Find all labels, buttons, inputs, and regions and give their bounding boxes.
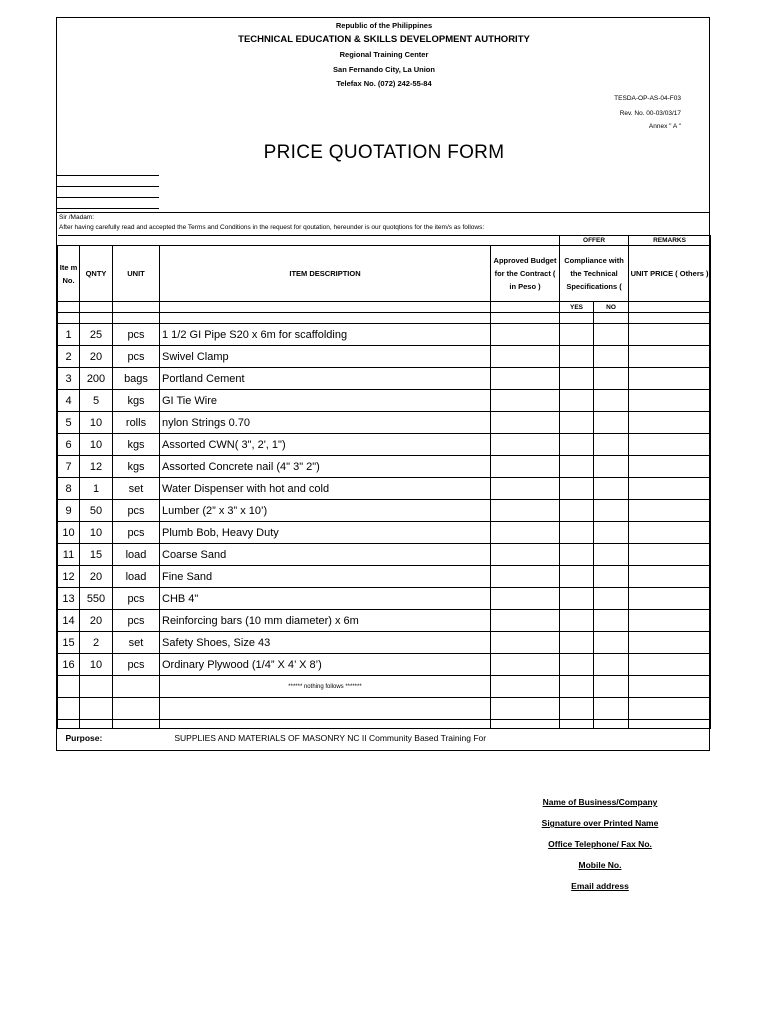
item-row <box>58 478 711 500</box>
offer-header: OFFER <box>560 236 629 246</box>
yes-cell[interactable] <box>560 588 594 610</box>
budget-cell[interactable] <box>491 610 560 632</box>
item-unit: set <box>113 478 160 500</box>
item-description: Ordinary Plywood (1/4” X 4’ X 8’) <box>160 654 491 676</box>
item-row <box>58 368 711 390</box>
yes-cell[interactable] <box>560 434 594 456</box>
address-line-4 <box>57 208 159 209</box>
item-description: nylon Strings 0.70 <box>160 412 491 434</box>
item-unit: rolls <box>113 412 160 434</box>
qnty-header: QNTY <box>80 246 113 302</box>
no-cell[interactable] <box>594 346 629 368</box>
item-row <box>58 632 711 654</box>
revision-number: Rev. No. 00-03/03/17 <box>619 110 681 117</box>
item-description: Safety Shoes, Size 43 <box>160 632 491 654</box>
remarks-header: REMARKS <box>629 236 711 246</box>
item-number: 5 <box>58 412 80 434</box>
item-unit: kgs <box>113 390 160 412</box>
item-row <box>58 566 711 588</box>
item-number: 12 <box>58 566 80 588</box>
item-quantity: 10 <box>80 654 113 676</box>
yes-cell[interactable] <box>560 500 594 522</box>
no-cell[interactable] <box>594 434 629 456</box>
item-unit: load <box>113 566 160 588</box>
item-unit: kgs <box>113 456 160 478</box>
address-line-3 <box>57 197 159 198</box>
unit-price-header: UNIT PRICE ( Others ) <box>629 246 711 302</box>
address-line-2 <box>57 186 159 187</box>
item-row <box>58 412 711 434</box>
item-description: CHB 4" <box>160 588 491 610</box>
item-number: 8 <box>58 478 80 500</box>
unit-price-cell[interactable] <box>629 478 711 500</box>
no-cell[interactable] <box>594 522 629 544</box>
unit-header: UNIT <box>113 246 160 302</box>
unit-price-cell[interactable] <box>629 610 711 632</box>
item-quantity: 50 <box>80 500 113 522</box>
item-unit: kgs <box>113 434 160 456</box>
item-quantity: 12 <box>80 456 113 478</box>
item-number: 14 <box>58 610 80 632</box>
item-unit: load <box>113 544 160 566</box>
item-number: 10 <box>58 522 80 544</box>
unit-price-cell[interactable] <box>629 544 711 566</box>
yes-cell[interactable] <box>560 478 594 500</box>
yes-cell[interactable] <box>560 456 594 478</box>
budget-header: Approved Budget for the Contract ( in Peso ) <box>491 246 560 302</box>
item-row <box>58 588 711 610</box>
item-quantity: 15 <box>80 544 113 566</box>
purpose-label: Purpose: <box>65 733 103 743</box>
item-quantity: 25 <box>80 324 113 346</box>
quotation-table <box>57 235 711 747</box>
item-row <box>58 324 711 346</box>
item-number: 2 <box>58 346 80 368</box>
yes-cell[interactable] <box>560 412 594 434</box>
yes-cell[interactable] <box>560 390 594 412</box>
business-name-field: Name of Business/Company <box>542 797 658 807</box>
item-description: Assorted CWN( 3", 2', 1") <box>160 434 491 456</box>
no-cell[interactable] <box>594 368 629 390</box>
yes-cell[interactable] <box>560 632 594 654</box>
item-quantity: 2 <box>80 632 113 654</box>
no-cell[interactable] <box>594 610 629 632</box>
item-quantity: 5 <box>80 390 113 412</box>
item-unit: pcs <box>113 346 160 368</box>
item-quantity: 10 <box>80 434 113 456</box>
yes-cell[interactable] <box>560 654 594 676</box>
purpose-row <box>58 729 711 748</box>
signature-field: Signature over Printed Name <box>541 818 659 828</box>
unit-price-cell[interactable] <box>629 654 711 676</box>
unit-price-cell[interactable] <box>629 632 711 654</box>
annex-label: Annex " A " <box>648 123 681 130</box>
item-description: Coarse Sand <box>160 544 491 566</box>
item-number: 13 <box>58 588 80 610</box>
no-cell[interactable] <box>594 500 629 522</box>
item-description: Plumb Bob, Heavy Duty <box>160 522 491 544</box>
item-description: Fine Sand <box>160 566 491 588</box>
header-telefax: Telefax No. (072) 242-55-84 <box>336 79 432 88</box>
unit-price-cell[interactable] <box>629 566 711 588</box>
item-row <box>58 522 711 544</box>
no-cell[interactable] <box>594 412 629 434</box>
no-cell[interactable] <box>594 632 629 654</box>
no-cell[interactable] <box>594 654 629 676</box>
item-number: 4 <box>58 390 80 412</box>
item-number: 11 <box>58 544 80 566</box>
item-quantity: 1 <box>80 478 113 500</box>
unit-price-cell[interactable] <box>629 412 711 434</box>
item-number: 16 <box>58 654 80 676</box>
yes-cell[interactable] <box>560 346 594 368</box>
budget-cell[interactable] <box>491 390 560 412</box>
item-unit: pcs <box>113 654 160 676</box>
yes-cell[interactable] <box>560 368 594 390</box>
item-unit: pcs <box>113 610 160 632</box>
item-unit: pcs <box>113 522 160 544</box>
item-number: 7 <box>58 456 80 478</box>
budget-cell[interactable] <box>491 346 560 368</box>
budget-cell[interactable] <box>491 522 560 544</box>
compliance-header: Compliance with the Technical Specifications ( <box>560 246 629 302</box>
item-unit: pcs <box>113 588 160 610</box>
item-quantity: 10 <box>80 412 113 434</box>
form-code: TESDA-OP-AS-04-F03 <box>614 95 681 102</box>
header-republic: Republic of the Philippines <box>335 21 433 30</box>
yes-cell[interactable] <box>560 522 594 544</box>
budget-cell[interactable] <box>491 412 560 434</box>
item-quantity: 550 <box>80 588 113 610</box>
unit-price-cell[interactable] <box>629 368 711 390</box>
yes-cell[interactable] <box>560 566 594 588</box>
item-number: 3 <box>58 368 80 390</box>
budget-cell[interactable] <box>491 654 560 676</box>
item-number: 6 <box>58 434 80 456</box>
budget-cell[interactable] <box>491 434 560 456</box>
yes-cell[interactable] <box>560 610 594 632</box>
item-quantity: 20 <box>80 346 113 368</box>
item-unit: pcs <box>113 324 160 346</box>
item-quantity: 20 <box>80 566 113 588</box>
item-description: Lumber (2” x 3” x 10’) <box>160 500 491 522</box>
budget-cell[interactable] <box>491 478 560 500</box>
item-description: 1 1/2 GI Pipe S20 x 6m for scaffolding <box>160 324 491 346</box>
item-description: Reinforcing bars (10 mm diameter) x 6m <box>160 610 491 632</box>
item-row <box>58 544 711 566</box>
no-cell[interactable] <box>594 544 629 566</box>
salutation: Sir /Madam: <box>59 214 95 221</box>
yes-cell[interactable] <box>560 324 594 346</box>
unit-price-cell[interactable] <box>629 588 711 610</box>
item-number: 9 <box>58 500 80 522</box>
purpose-text: SUPPLIES AND MATERIALS OF MASONRY NC II Community Based Training For <box>174 733 487 743</box>
item-description: Swivel Clamp <box>160 346 491 368</box>
unit-price-cell[interactable] <box>629 500 711 522</box>
item-no-header: Ite m No. <box>58 246 80 302</box>
unit-price-cell[interactable] <box>629 522 711 544</box>
budget-cell[interactable] <box>491 456 560 478</box>
office-telephone-field: Office Telephone/ Fax No. <box>548 839 652 849</box>
unit-price-cell[interactable] <box>629 434 711 456</box>
email-field: Email address <box>571 881 629 891</box>
quotation-form <box>56 17 710 751</box>
unit-price-cell[interactable] <box>629 346 711 368</box>
description-header: ITEM DESCRIPTION <box>160 246 491 302</box>
mobile-field: Mobile No. <box>578 860 622 870</box>
item-unit: set <box>113 632 160 654</box>
no-cell[interactable] <box>594 478 629 500</box>
item-row <box>58 654 711 676</box>
budget-cell[interactable] <box>491 566 560 588</box>
budget-cell[interactable] <box>491 324 560 346</box>
item-unit: pcs <box>113 500 160 522</box>
no-cell[interactable] <box>594 390 629 412</box>
item-description: Water Dispenser with hot and cold <box>160 478 491 500</box>
yes-header: YES <box>560 302 594 313</box>
item-row <box>58 346 711 368</box>
no-header: NO <box>594 302 629 313</box>
item-row <box>58 610 711 632</box>
item-row <box>58 434 711 456</box>
page-title: PRICE QUOTATION FORM <box>263 142 505 163</box>
intro-statement: After having carefully read and accepted the Terms and Conditions in the request for qoutation, hereunder is our quotqtions for the item/s as follows: <box>59 224 485 231</box>
no-cell[interactable] <box>594 324 629 346</box>
address-line-1 <box>57 175 159 176</box>
budget-cell[interactable] <box>491 368 560 390</box>
unit-price-cell[interactable] <box>629 390 711 412</box>
header-center: Regional Training Center <box>339 50 429 59</box>
item-description: GI Tie Wire <box>160 390 491 412</box>
yes-cell[interactable] <box>560 544 594 566</box>
unit-price-cell[interactable] <box>629 456 711 478</box>
item-row <box>58 390 711 412</box>
item-row <box>58 456 711 478</box>
nothing-follows: ****** nothing follows ******* <box>160 676 491 698</box>
header-address: San Fernando City, La Union <box>333 65 435 74</box>
item-quantity: 10 <box>80 522 113 544</box>
divider <box>57 212 709 213</box>
item-unit: bags <box>113 368 160 390</box>
unit-price-cell[interactable] <box>629 324 711 346</box>
no-cell[interactable] <box>594 456 629 478</box>
header-agency: TECHNICAL EDUCATION & SKILLS DEVELOPMENT AUTHORITY <box>238 34 530 45</box>
item-description: Portland Cement <box>160 368 491 390</box>
no-cell[interactable] <box>594 588 629 610</box>
no-cell[interactable] <box>594 566 629 588</box>
item-quantity: 200 <box>80 368 113 390</box>
budget-cell[interactable] <box>491 500 560 522</box>
item-number: 1 <box>58 324 80 346</box>
item-row <box>58 500 711 522</box>
item-number: 15 <box>58 632 80 654</box>
item-quantity: 20 <box>80 610 113 632</box>
budget-cell[interactable] <box>491 588 560 610</box>
item-description: Assorted Concrete nail (4" 3" 2") <box>160 456 491 478</box>
budget-cell[interactable] <box>491 632 560 654</box>
budget-cell[interactable] <box>491 544 560 566</box>
